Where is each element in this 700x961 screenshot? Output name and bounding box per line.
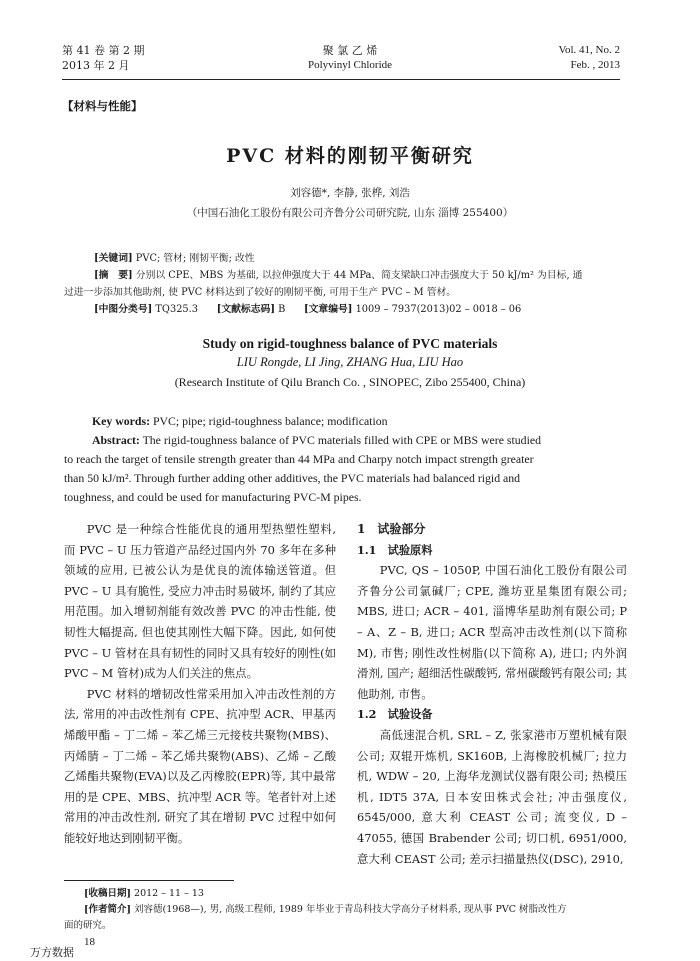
article-no-value: 1009 – 7937(2013)02 – 0018 – 06: [355, 304, 522, 315]
keywords-en-label: Key words:: [92, 414, 150, 428]
section-1-2-heading: 1.2 试验设备: [357, 707, 433, 722]
classification-line: [94, 301, 624, 318]
received-line: [84, 886, 629, 902]
section-1-heading: 1 试验部分: [357, 522, 426, 536]
abstract-en-2: to reach the target of tensile strength greater than 44 MPa and Charpy notch impact strength greater: [64, 452, 534, 466]
page-number: 18: [84, 936, 95, 948]
doc-code-label: [文献标志码]: [216, 304, 275, 315]
abstract-en-line-1: [92, 431, 622, 450]
clc-label: [中图分类号]: [94, 304, 153, 315]
left-column: [64, 519, 336, 849]
abstract-en-1: The rigid-toughness balance of PVC materials filled with CPE or MBS were studied: [142, 433, 541, 447]
received-label: [收稿日期]: [84, 888, 131, 899]
header-rule: [62, 79, 620, 80]
keywords-cn-line: [94, 250, 624, 267]
abstract-en-label: Abstract:: [92, 433, 140, 447]
abstract-en-3: than 50 kJ/m². Through further adding other additives, the PVC materials had balanced rigid and: [64, 471, 521, 485]
abstract-cn-line-1: [94, 267, 624, 284]
author-intro-value-1: 刘容德(1968—), 男, 高级工程师, 1989 年毕业于青岛科技大学高分子材料系, 现从事 PVC 树脂改性方: [134, 904, 567, 915]
journal-title-en: Polyvinyl Chloride: [307, 59, 393, 71]
title-en: Study on rigid-toughness balance of PVC materials: [202, 336, 498, 351]
section-1-1-body: PVC, QS – 1050P, 中国石油化工股份有限公司齐鲁分公司氯碱厂; CPE, 潍坊亚星集团有限公司; MBS, 进口; ACR – 401, 淄博华星助剂有限公司; P – A、Z – B, 进口; ACR 型高冲击改性剂(以下简称 M), 市售; 刚性改性树脂(以下简称 A), 进口; 内外润滑剂, 国产; 超细活性碳酸钙, 常州碳酸钙有限公司; 其他助剂, 市售。: [357, 563, 627, 701]
section-1-1-heading: 1.1 试验原料: [357, 542, 433, 557]
keywords-cn-label: [关键词]: [94, 253, 133, 264]
clc-value: TQ325.3: [155, 304, 199, 315]
abstract-cn-1: 分别以 CPE、MBS 为基础, 以拉伸强度大于 44 MPa、简支梁缺口冲击强度大于 50 kJ/m² 为目标, 通: [135, 270, 583, 281]
abstract-en-4: toughness, and could be used for manufacturing PVC-M pipes.: [64, 490, 362, 504]
title-cn: PVC 材料的刚韧平衡研究: [226, 145, 474, 167]
affiliation-en: (Research Institute of Qilu Branch Co. , SINOPEC, Zibo 255400, China): [174, 375, 526, 389]
journal-title-cn: 聚 氯 乙 烯: [322, 44, 378, 57]
author-intro-line: [84, 902, 629, 918]
affiliation-cn: （中国石油化工股份有限公司齐鲁分公司研究院, 山东 淄博 255400）: [186, 207, 514, 219]
footnote-rule: [64, 880, 234, 881]
abstract-cn-label: [摘 要]: [94, 270, 133, 281]
volume-cn: 第 41 卷 第 2 期: [62, 44, 145, 57]
date-en: Feb. , 2013: [570, 59, 620, 71]
doc-code-value: B: [278, 304, 286, 315]
authors-en: LIU Rongde, LI Jing, ZHANG Hua, LIU Hao: [236, 355, 464, 369]
received-value: 2012 – 11 – 13: [134, 888, 204, 899]
intro-paragraph-1: PVC 是一种综合性能优良的通用型热塑性塑料, 而 PVC – U 压力管道产品经过国内外 70 多年在多种领域的应用, 已被公认为是优良的流体输送管道。但 PVC – U 具有脆性, 受应力冲击时易破坏, 制约了其应用范围。加入增韧剂能有效改善 PVC 的冲击性能, 使韧性大幅提高, 但也使其刚性大幅下降。因此, 如何使 PVC – U 管材在具有韧性的同时又具有较好的刚性(如 PVC – M 管材)成为人们关注的焦点。: [64, 522, 336, 681]
volume-en: Vol. 41, No. 2: [558, 44, 620, 56]
section-tag: 【材料与性能】: [62, 99, 143, 113]
abstract-cn-2: 过进一步添加其他助剂, 使 PVC 材料达到了较好的刚韧平衡, 可用于生产 PVC – M 管材。: [64, 287, 457, 298]
keywords-en-line: [92, 412, 622, 431]
author-intro-label: [作者简介]: [84, 904, 131, 915]
authors-cn: 刘容德*, 李静, 张桦, 刘浩: [290, 187, 410, 199]
keywords-en: PVC; pipe; rigid-toughness balance; modification: [152, 414, 388, 428]
watermark: 万方数据: [30, 946, 74, 959]
date-cn: 2013 年 2 月: [62, 59, 130, 72]
keywords-cn: PVC; 管材; 刚韧平衡; 改性: [135, 253, 255, 264]
intro-paragraph-2: PVC 材料的增韧改性常采用加入冲击改性剂的方法, 常用的冲击改性剂有 CPE、抗冲型 ACR、甲基丙烯酸甲酯 – 丁二烯 – 苯乙烯三元接枝共聚物(MBS)、丙烯腈 – 丁二烯 – 苯乙烯共聚物(ABS)、乙烯 – 乙酸乙烯酯共聚物(EVA)以及乙丙橡胶(EPR)等, 其中最常用的是 CPE、MBS、抗冲型 ACR 等。笔者针对上述常用的冲击改性剂, 研究了其在增韧 PVC 过程中如何能较好地达到刚韧平衡。: [64, 686, 336, 845]
section-1-2-body: 高低速混合机, SRL – Z, 张家港市万塑机械有限公司; 双辊开炼机, SK160B, 上海橡胶机械厂; 拉力机, WDW – 20, 上海华龙测试仪器有限公司; 热模压机, IDT5 37A, 日本安田株式会社; 冲击强度仪, 6545/000, 意大利 CEAST 公司; 流变仪, D – 47055, 德国 Brabender 公司; 切口机, 6951/000, 意大利 CEAST 公司; 差示扫描量热仪(DSC), 2910,: [357, 727, 627, 866]
author-intro-value-2: 面的研究。: [64, 920, 112, 931]
right-column: [357, 519, 627, 869]
article-no-label: [文章编号]: [303, 304, 353, 315]
